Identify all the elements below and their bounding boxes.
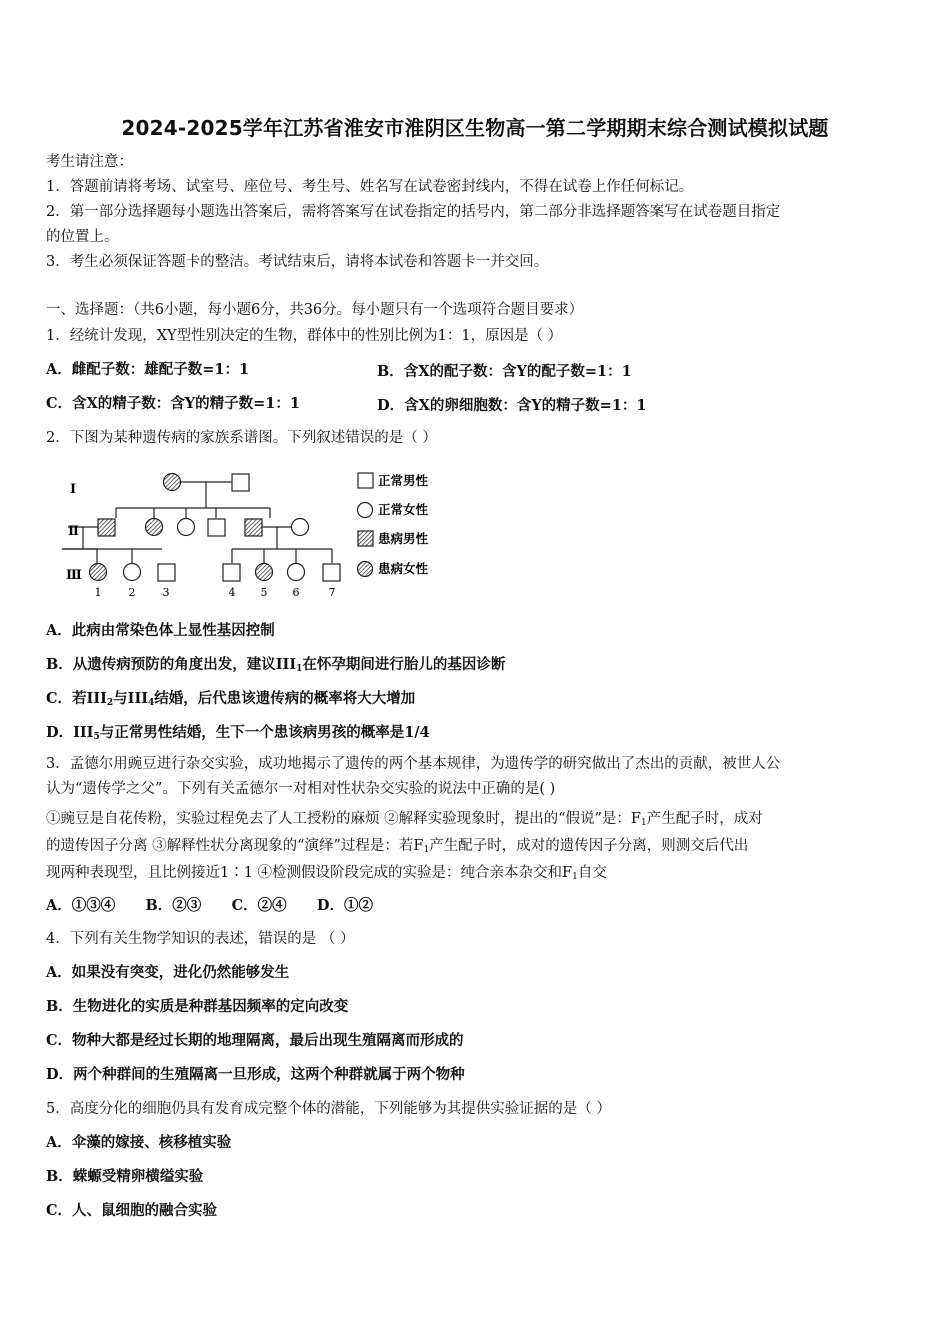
q3-options: A．①③④ B．②③ C．②④ D．①② — [46, 897, 373, 914]
q1-option-a: A．雌配子数：雄配子数=1：1 — [46, 361, 250, 378]
q5-option-c: C．人、鼠细胞的融合实验 — [46, 1202, 218, 1219]
q5-stem: 5．高度分化的细胞仍具有发育成完整个体的潜能，下列能够为其提供实验证据的是（ ） — [46, 1101, 611, 1117]
notice-item-2: 2．第一部分选择题每小题选出答案后，需将答案写在试卷指定的括号内，第二部分非选择题答案写在试卷题目指定 — [46, 204, 781, 220]
individual-number-5: 5 — [260, 586, 268, 599]
legend-normal-female: 正常女性 — [378, 502, 429, 517]
legend-normal-male: 正常男性 — [378, 473, 429, 488]
q4-option-c: C．物种大都是经过长期的地理隔离，最后出现生殖隔离而形成的 — [46, 1032, 464, 1049]
notice-item-3: 3．考生必须保证答题卡的整洁。考试结束后，请将本试卷和答题卡一并交回。 — [46, 254, 549, 270]
q2-option-c: C．若$III_2$与$III_4$结婚，后代患该遗传病的概率将大大增加 — [46, 690, 416, 708]
q5-option-b: B．蝾螈受精卵横缢实验 — [46, 1168, 204, 1185]
q3-statements-line-1: ①豌豆是自花传粉，实验过程免去了人工授粉的麻烦 ②解释实验现象时，提出的“假说”是：$F_1$产生配子时，成对 — [46, 811, 763, 828]
legend-affected-male: 患病男性 — [378, 531, 429, 546]
q2-option-b: B．从遗传病预防的角度出发，建议$III_1$在怀孕期间进行胎儿的基因诊断 — [46, 656, 506, 674]
notice-heading: 考生请注意： — [46, 154, 133, 170]
q3-stem-line-2: 认为“遗传学之父”。下列有关孟德尔一对相对性状杂交实验的说法中正确的是( ) — [46, 781, 556, 797]
gen-label-1: Ⅰ — [70, 482, 77, 497]
q1-option-b: B．含X的配子数：含Y的配子数=1：1 — [377, 363, 632, 380]
section-heading: 一、选择题：（共6小题，每小题6分，共36分。每小题只有一个选项符合题目要求） — [46, 302, 584, 318]
q3-statements-line-3: 现两种表现型，且比例接近1∶1 ④检测假设阶段完成的实验是：纯合亲本杂交和$F_1$自交 — [46, 865, 607, 882]
q4-option-b: B．生物进化的实质是种群基因频率的定向改变 — [46, 998, 349, 1015]
individual-number-3: 3 — [162, 586, 170, 599]
notice-item-1: 1．答题前请将考场、试室号、座位号、考生号、姓名写在试卷密封线内，不得在试卷上作任何标记。 — [46, 179, 694, 195]
q4-option-a: A．如果没有突变，进化仍然能够发生 — [46, 964, 290, 981]
individual-number-4: 4 — [228, 586, 236, 599]
individual-number-7: 7 — [328, 586, 336, 599]
individual-number-2: 2 — [128, 586, 136, 599]
q4-stem: 4．下列有关生物学知识的表述，错误的是 （ ） — [46, 931, 355, 947]
q1-option-d: D．含X的卵细胞数：含Y的精子数=1：1 — [377, 397, 647, 414]
q4-option-d: D．两个种群间的生殖隔离一旦形成，这两个种群就属于两个物种 — [46, 1066, 465, 1083]
legend-affected-female-symbol — [358, 562, 373, 577]
legend-affected-male-symbol — [358, 531, 373, 546]
q2-option-a: A．此病由常染色体上显性基因控制 — [46, 622, 275, 639]
q3-statements-line-2: 的遗传因子分离 ③解释性状分离现象的“演绎”过程是：若$F_1$产生配子时，成对的遗传因子分离，则测交后代出 — [46, 838, 749, 855]
q3-stem-line-1: 3．孟德尔用豌豆进行杂交实验，成功地揭示了遗传的两个基本规律，为遗传学的研究做出了杰出的贡献，被世人公 — [46, 756, 781, 772]
q5-option-a: A．伞藻的嫁接、核移植实验 — [46, 1134, 232, 1151]
exam-title: 2024-2025学年江苏省淮安市淮阴区生物高一第二学期期末综合测试模拟试题 — [121, 116, 829, 140]
q1-stem: 1．经统计发现，XY型性别决定的生物，群体中的性别比例为1：1，原因是（ ） — [46, 328, 563, 344]
gen-label-3: Ⅲ — [66, 568, 82, 583]
legend-affected-female: 患病女性 — [378, 561, 429, 576]
q2-option-d: D．$III_5$与正常男性结婚，生下一个患该病男孩的概率是1/4 — [46, 724, 430, 742]
q1-option-c: C．含X的精子数：含Y的精子数=1：1 — [46, 395, 300, 412]
individual-number-1: 1 — [94, 586, 102, 599]
individual-number-6: 6 — [292, 586, 300, 599]
gen-label-2: Ⅱ — [68, 524, 79, 539]
legend-normal-female-symbol — [358, 503, 373, 518]
notice-item-2-cont: 的位置上。 — [46, 229, 119, 245]
q2-stem: 2．下图为某种遗传病的家族系谱图。下列叙述错误的是（ ） — [46, 430, 437, 446]
pedigree-chart — [62, 463, 462, 603]
legend-normal-male-symbol — [358, 473, 373, 488]
